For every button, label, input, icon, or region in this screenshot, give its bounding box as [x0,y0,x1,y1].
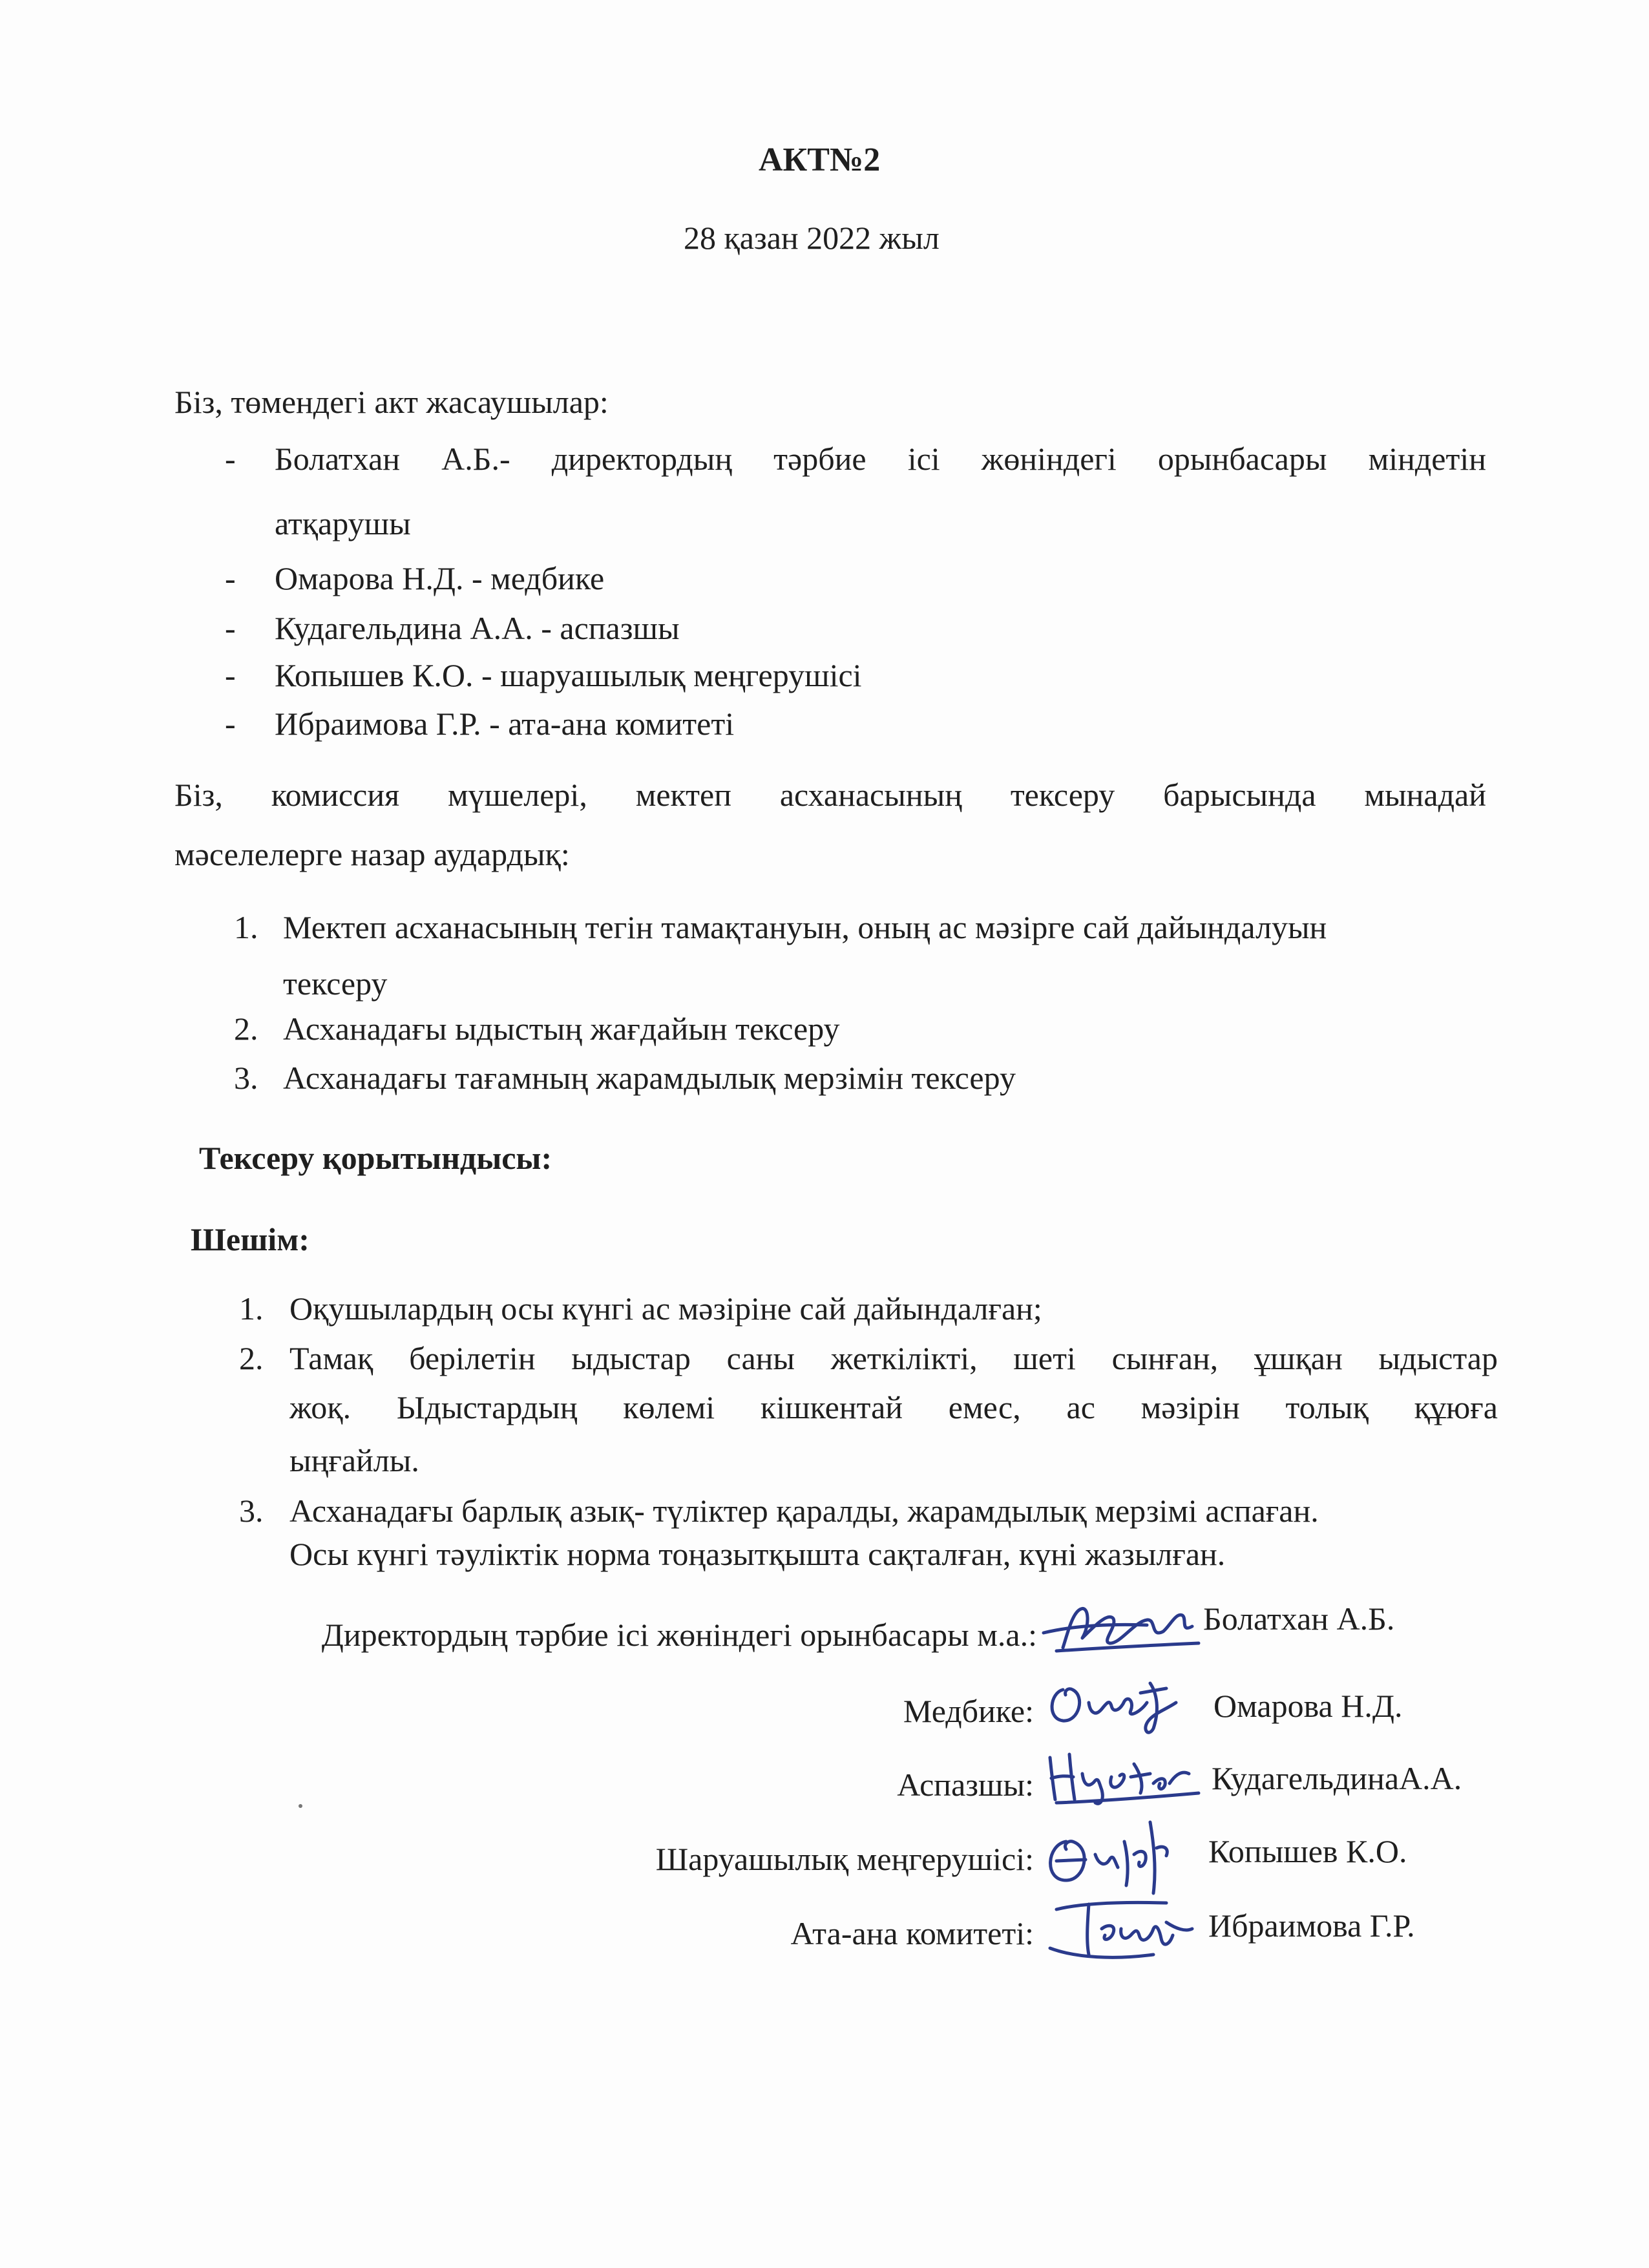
list-item: Болатхан А.Б.- директордың тәрбие ісі жөніндегі орынбасары міндетін [275,441,1486,477]
signature-role: Ата-ана комитеті: [790,1915,1034,1951]
signature-name: Ибраимова Г.Р. [1208,1907,1415,1944]
list-number: 1. [234,909,258,945]
list-item: Омарова Н.Д. - медбике [275,560,605,596]
list-item-continuation: жоқ. Ыдыстардың көлемі кішкентай емес, ас мәзірін толық құюға [289,1389,1498,1425]
result-heading: Тексеру қорытындысы: [199,1140,552,1176]
list-item: Асханадағы тағамның жарамдылық мерзімін тексеру [283,1060,1016,1096]
list-number: 2. [239,1340,264,1376]
signature-role: Аспазшы: [897,1767,1034,1803]
list-item: Тамақ берілетін ыдыстар саны жеткілікті, шеті сынған, ұшқан ыдыстар [289,1340,1498,1376]
signature-mark [1037,1884,1205,1968]
signature-name: Омарова Н.Д. [1213,1688,1403,1724]
list-bullet: - [225,657,236,693]
list-item: Асханадағы барлық азық- түліктер қаралды, жарамдылық мерзімі аспаған. [289,1493,1319,1529]
document-date: 28 қазан 2022 жыл [684,220,940,256]
list-item: Ибраимова Г.Р. - ата-ана комитеті [275,706,735,742]
document-title: АКТ№2 [759,142,881,178]
list-number: 1. [239,1290,264,1327]
list-item: Мектеп асханасының тегін тамақтануын, оның ас мәзірге сай дайындалуын [283,909,1327,945]
intro-text: Біз, төмендегі акт жасаушылар: [174,384,609,420]
list-number: 2. [234,1011,258,1047]
list-number: 3. [239,1493,264,1529]
signature-name: КудагельдинаА.А. [1212,1760,1462,1796]
signature-name: Копышев К.О. [1208,1833,1407,1869]
list-item: Оқушылардың осы күнгі ас мәзіріне сай дайындалған; [289,1290,1042,1327]
list-item: Асханадағы ыдыстың жағдайын тексеру [283,1011,840,1047]
commission-text-continuation: мәселелерге назар аудардық: [174,836,570,872]
decision-heading: Шешім: [191,1221,310,1257]
list-bullet: - [225,706,236,742]
commission-text: Біз, комиссия мүшелері, мектеп асханасының тексеру барысында мынадай [174,777,1486,813]
list-item-continuation: тексеру [283,965,388,1002]
signature-role: Шаруашылық меңгерушісі: [655,1841,1034,1877]
signature-mark [1037,1586,1205,1664]
list-item-continuation: ыңғайлы. [289,1442,419,1478]
list-item-continuation: Осы күнгі тәуліктік норма тоңазытқышта сақталған, күні жазылған. [289,1536,1226,1572]
list-item: Копышев К.О. - шаруашылық меңгерушісі [275,657,862,693]
list-number: 3. [234,1060,258,1096]
list-bullet: - [225,441,236,477]
list-item-continuation: атқарушы [275,505,411,541]
scan-speck [299,1804,302,1808]
signature-role: Директордың тәрбие ісі жөніндегі орынбасары м.а.: [321,1617,1037,1653]
signature-role: Медбике: [903,1693,1034,1729]
signature-name: Болатхан А.Б. [1203,1601,1395,1637]
list-item: Кудагельдина А.А. - аспазшы [275,610,680,646]
list-bullet: - [225,610,236,646]
list-bullet: - [225,560,236,596]
signature-mark [1037,1738,1205,1809]
signature-mark [1037,1664,1199,1741]
